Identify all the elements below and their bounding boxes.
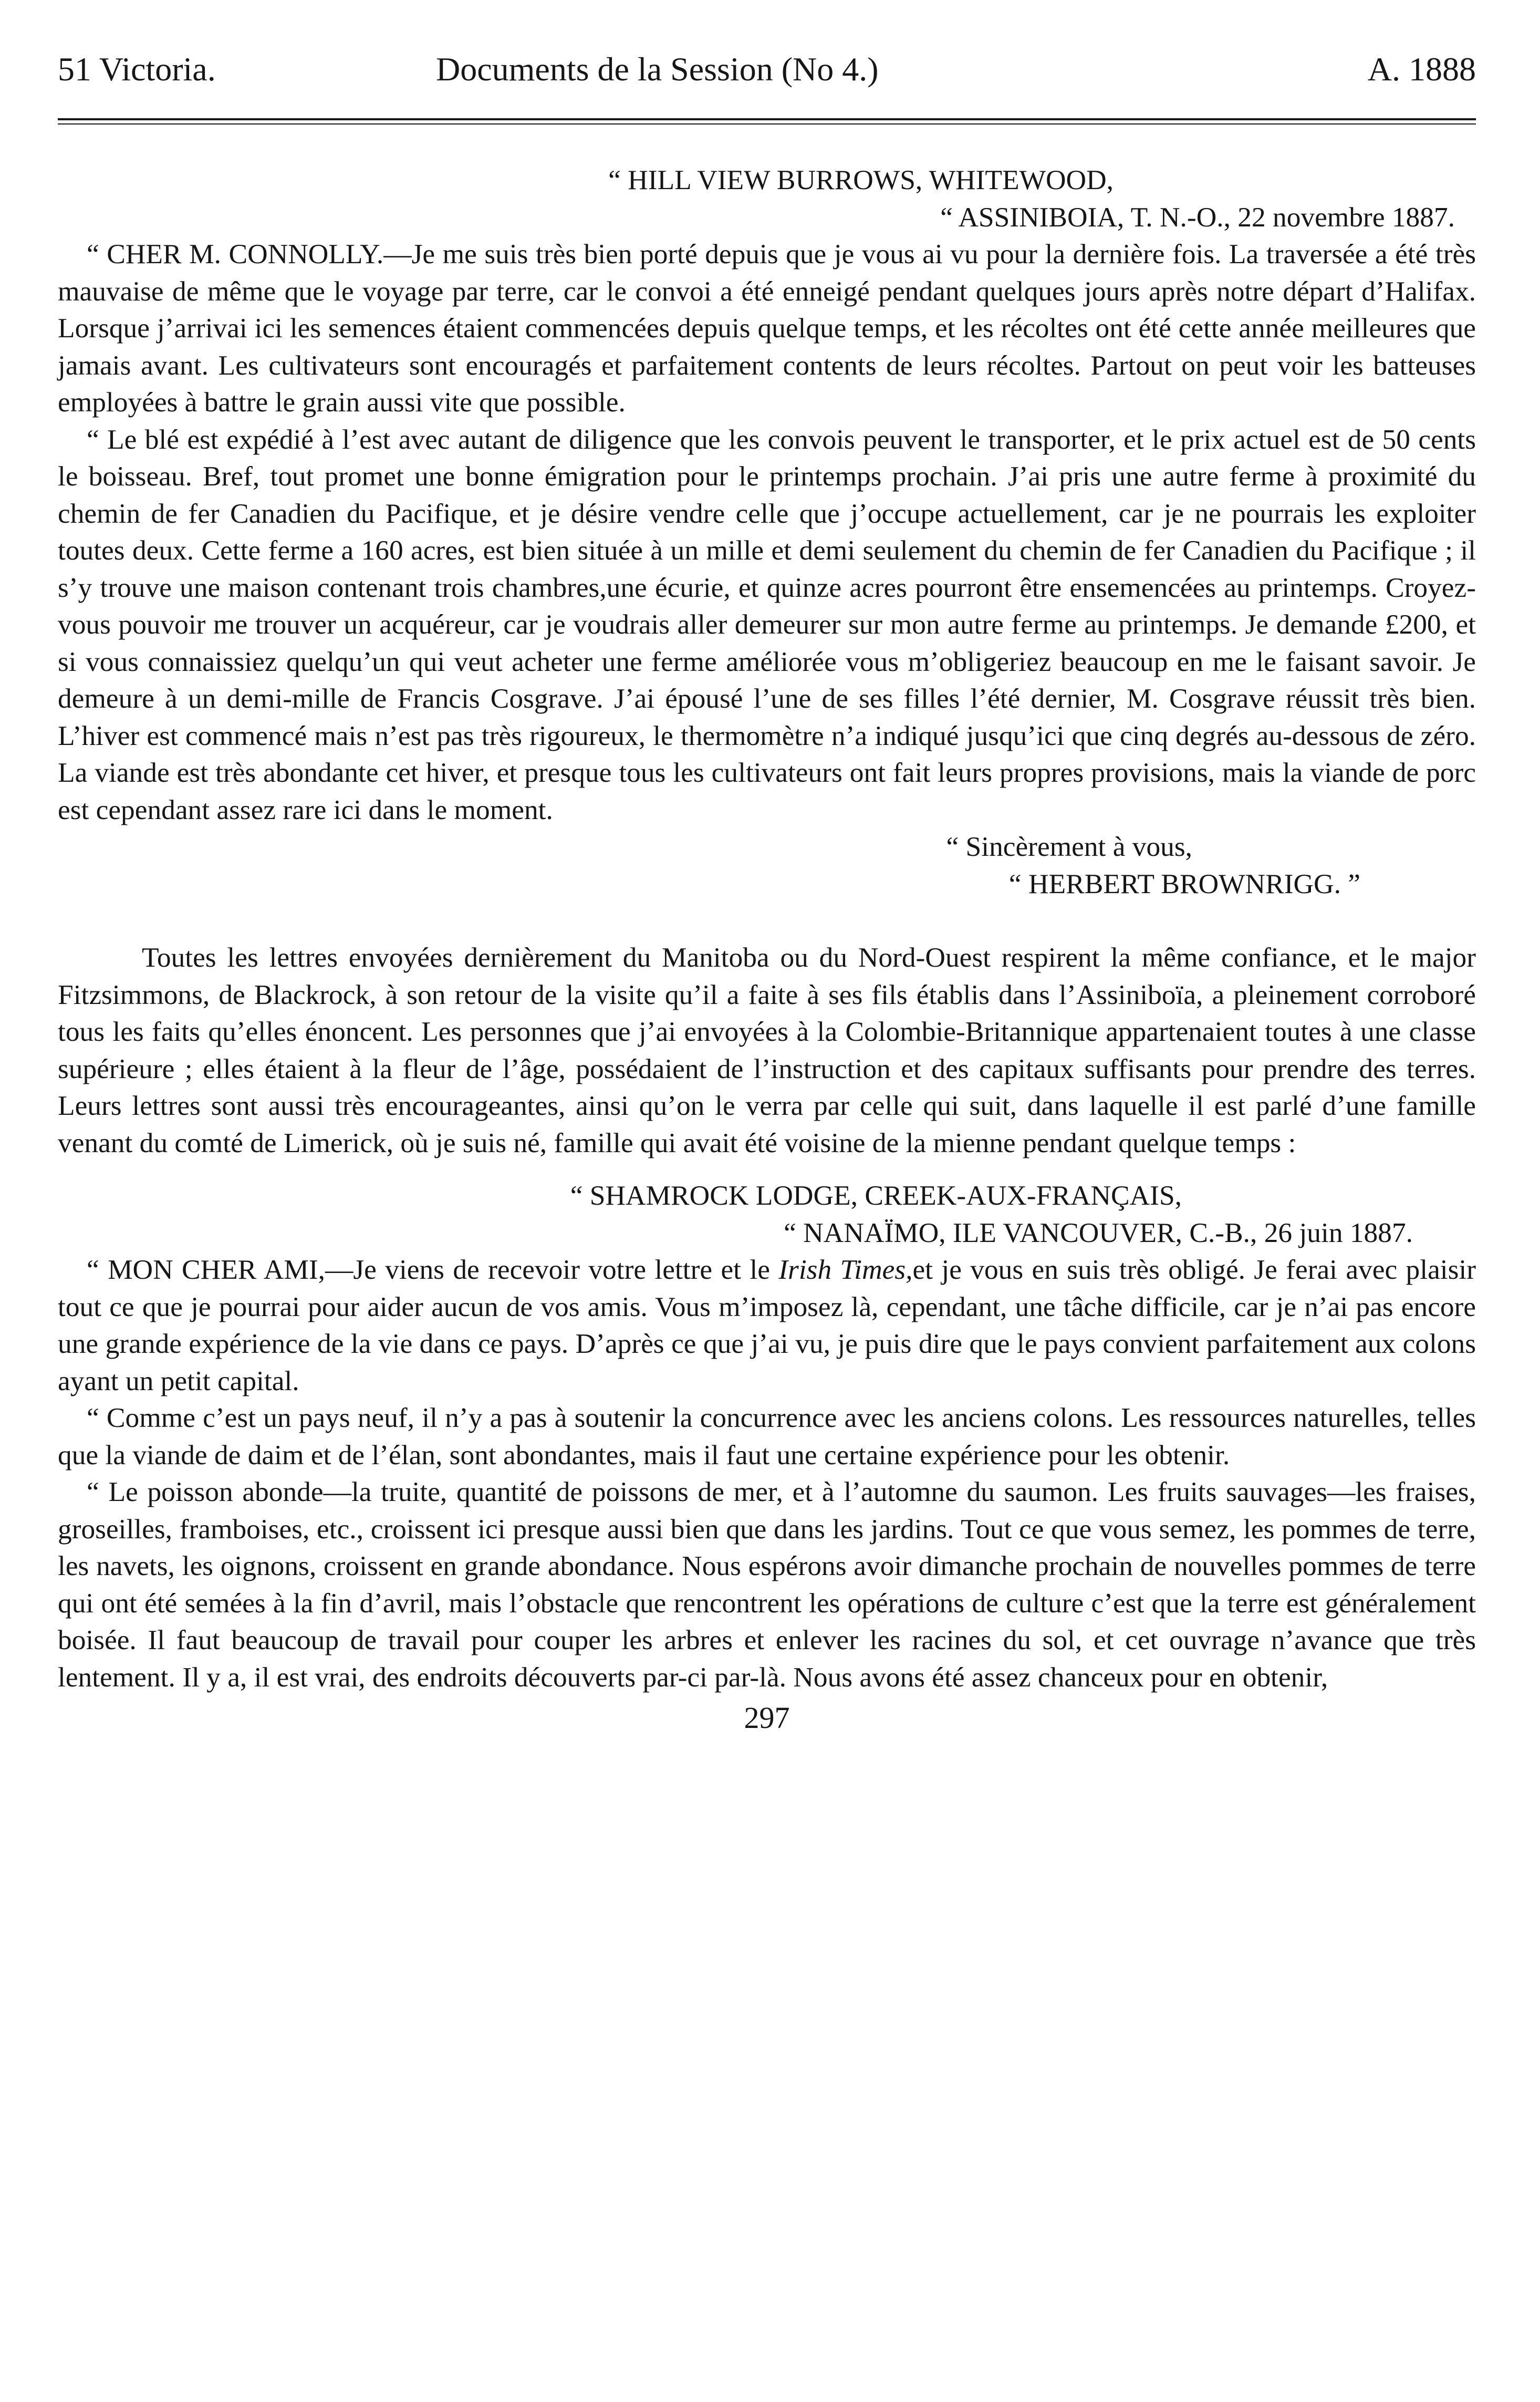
running-head-year: A. 1888 [1367, 50, 1476, 88]
running-head [58, 50, 1476, 108]
letter1-paragraph-1-text: —Je me suis très bien porté depuis que je vous ai vu pour la dernière fois. La traversée a été très mauvaise de même que le voyage par terre, car le convoi a été enneigé pendant quelques jours après notre départ d’Halifax. Lorsque j’arrivai ici les semences étaient commencées depuis quelque temps, et les récoltes ont été cette année meilleures que jamais avant. Les cultivateurs sont encouragés et parfaitement contents de leurs récoltes. Partout on peut voir les batteuses employées à battre le grain aussi vite que possible. [58, 238, 1476, 418]
letter2-address-line2: “ NANAÏMO, ILE VANCOUVER, C.-B., 26 juin 1887. [784, 1216, 1413, 1248]
letter2-paragraph-3: “ Le poisson abonde—la truite, quantité de poissons de mer, et à l’automne du saumon. Les fruits sauvages—les fraises, groseilles, framboises, etc., croissent ici presque aussi bien que dans les jardins. Tout ce que vous semez, les pommes de terre, les navets, les oignons, croissent en grande abondance. Nous espérons avoir dimanche prochain de nouvelles pommes de terre qui ont été semées à la fin d’avril, mais l’obstacle que rencontrent les opérations de culture c’est que la terre est généralement boisée. Il faut beaucoup de travail pour couper les arbres et enlever les racines du sol, et cet ouvrage n’avance que très lentement. Il y a, il est vrai, des endroits découverts par-ci par-là. Nous avons été assez chanceux pour en obtenir, [58, 1476, 1476, 1693]
letter1-signature: “ HERBERT BROWNRIGG. ” [1008, 867, 1360, 899]
letter2-paragraph-1-text-b: et je vous en suis très obligé. Je ferai avec plaisir tout ce que je pourrai pour aider aucun de vos amis. Vous m’imposez là, cependant, une tâche difficile, car je n’ai pas encore une grande expérience de la vie dans ce pays. D’après ce que j’ai vu, je puis dire que le pays convient parfaitement aux colons ayant un petit capital. [58, 1254, 1476, 1396]
letter2-salutation: “ MON CHER AMI, [87, 1254, 326, 1285]
body-paragraph: Toutes les lettres envoyées dernièrement du Manitoba ou du Nord-Ouest respirent la même confiance, et le major Fitzsimmons, de Blackrock, à son retour de la visite qu’il a faite à ses fils établis dans l’Assiniboïa, a pleinement corroboré tous les faits qu’elles énoncent. Les personnes que j’ai envoyées à la Colombie-Britannique appartenaient toutes à une classe supérieure ; elles étaient à la fleur de l’âge, possédaient de l’instruction et des capitaux suffisants pour prendre des terres. Leurs lettres sont aussi très encourageantes, ainsi qu’on le verra par celle qui suit, dans laquelle il est parlé d’une famille venant du comté de Limerick, où je suis né, famille qui avait été voisine de la mienne pendant quelque temps : [58, 941, 1476, 1158]
page-number: 297 [744, 1701, 790, 1735]
running-head-title: Documents de la Session (No 4.) [436, 50, 879, 88]
letter1-address-line1: “ HILL VIEW BURROWS, WHITEWOOD, [608, 164, 1114, 195]
letter2-address-line1: “ SHAMROCK LODGE, CREEK-AUX-FRANÇAIS, [570, 1179, 1182, 1211]
running-head-left: 51 Victoria. [58, 50, 216, 88]
letter2-paragraph-1 [58, 1251, 1476, 1399]
letter1-closing: “ Sincèrement à vous, [946, 831, 1192, 862]
letter1-paragraph-2: “ Le blé est expédié à l’est avec autant de diligence que les convois peuvent le transporter, et le prix actuel est de 50 cents le boisseau. Bref, tout promet une bonne émigration pour le printemps prochain. J’ai pris une autre ferme à proximité du chemin de fer Canadien du Pacifique, et je désire vendre celle que j’occupe actuellement, car je ne pourrais les exploiter toutes deux. Cette ferme a 160 acres, est bien située à un mille et demi seulement du chemin de fer Canadien du Pacifique ; il s’y trouve une maison contenant trois chambres,une écurie, et quinze acres pourront être ensemencées au printemps. Croyez-vous pouvoir me trouver un acquéreur, car je voudrais aller demeurer sur mon autre ferme au printemps. Je demande £200, et si vous connaissiez quelqu’un qui veut acheter une ferme améliorée vous m’obligeriez beaucoup en me le faisant savoir. Je demeure à un demi-mille de Francis Cosgrave. J’ai épousé l’une de ses filles l’été dernier, M. Cosgrave réussit très bien. L’hiver est commencé mais n’est pas très rigoureux, le thermomètre n’a indiqué jusqu’ici que cinq degrés au-dessous de zéro. La viande est très abondante cet hiver, et presque tous les cultivateurs ont fait leurs propres provisions, mais la viande de porc est cependant assez rare ici dans le moment. [58, 423, 1476, 825]
letter1-salutation: “ CHER M. CONNOLLY. [87, 238, 384, 270]
letter2-paragraph-1-text-a: —Je viens de recevoir votre lettre et le [325, 1254, 779, 1285]
page-body [58, 161, 1476, 1737]
header-rule [58, 118, 1476, 120]
letter2-paragraph-2: “ Comme c’est un pays neuf, il n’y a pas à soutenir la concurrence avec les anciens colons. Les ressources naturelles, telles que la viande de daim et de l’élan, sont abondantes, mais il faut une certaine expérience pour les obtenir. [58, 1402, 1476, 1471]
document-page [58, 50, 1476, 1737]
letter1-address-line2: “ ASSINIBOIA, T. N.-O., 22 novembre 1887. [940, 201, 1455, 233]
header-rule-thin [58, 123, 1476, 125]
letter2-newspaper-title: Irish Times, [778, 1254, 913, 1285]
letter1-paragraph-1 [58, 235, 1476, 421]
